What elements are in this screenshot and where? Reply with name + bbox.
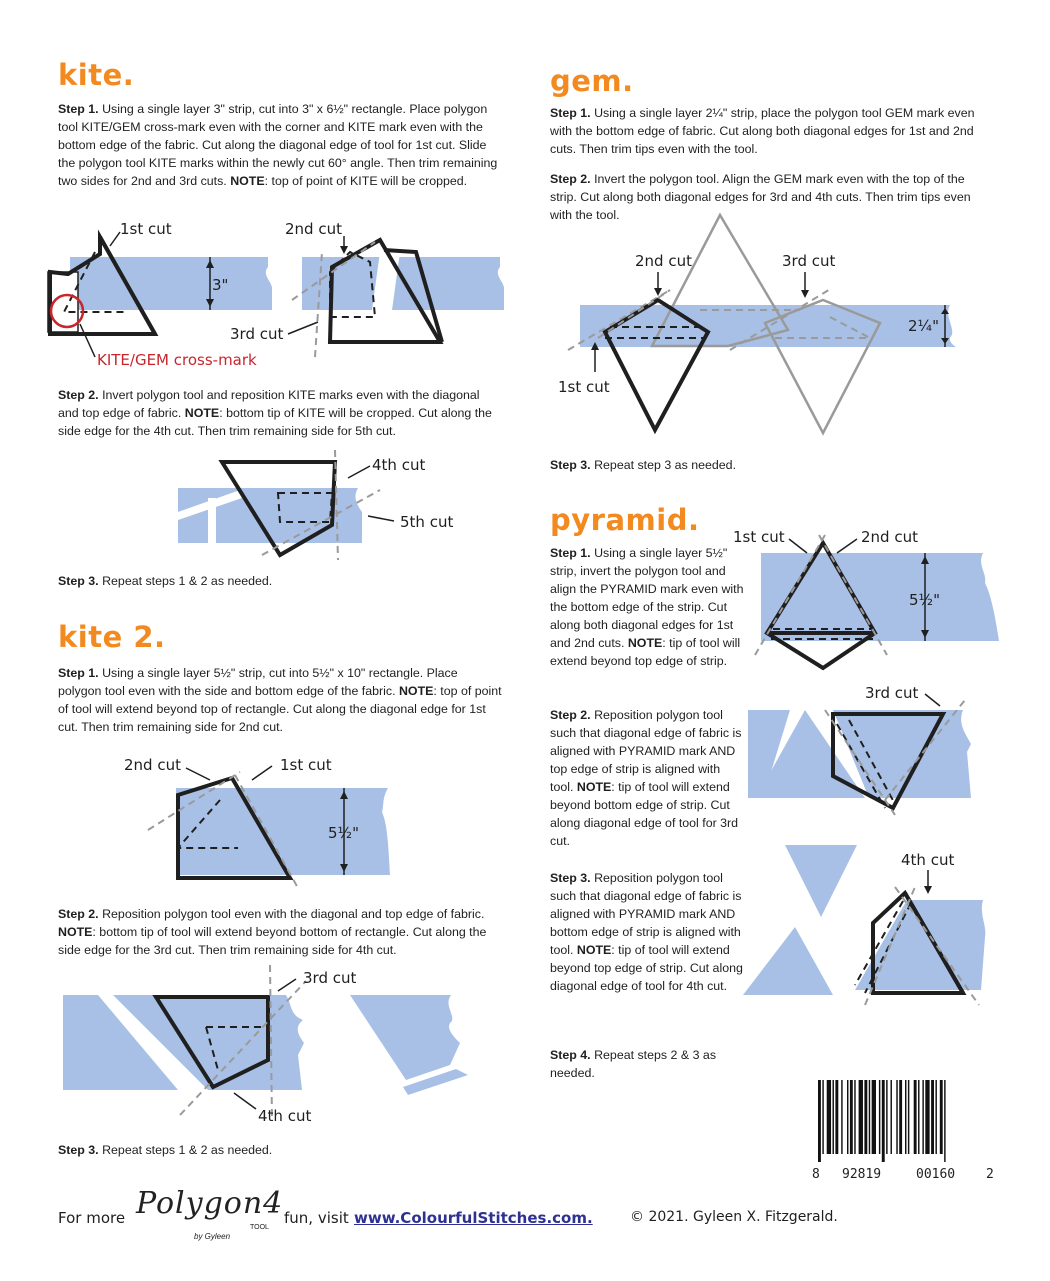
barcode-bar <box>869 1080 870 1154</box>
barcode-bar <box>914 1080 917 1154</box>
barcode-digit-check: 2 <box>986 1167 994 1182</box>
barcode-bar <box>835 1080 838 1154</box>
kite-fabric-strip <box>70 257 272 310</box>
footer-website-link[interactable]: www.ColourfulStitches.com. <box>354 1209 593 1227</box>
barcode-bar <box>879 1080 880 1154</box>
kite2-step2: Step 2. Reposition polygon tool even with the diagonal and top edge of fabric. NOTE: bottom tip of tool will extend beyond bottom of rectangle. Cut along the side edge for the 3rd cut. Then trim remaining side for 4th cut. <box>58 907 487 957</box>
barcode-bar <box>908 1080 909 1154</box>
barcode-bar <box>822 1080 823 1154</box>
kite2-label-2nd-cut: 2nd cut <box>124 756 181 774</box>
kite2-label-4th-cut: 4th cut <box>258 1107 312 1125</box>
kite-step1: Step 1. Using a single layer 3" strip, cut into 3" x 6½" rectangle. Place polygon tool KITE/GEM cross-mark even with the corner and KITE mark even with the bottom edge of the fabric. Cut along the diagonal edge of tool for 1st cut. Slide the polygon tool KITE marks within the newly cut 60° angle. Then trim remaining two sides for 2nd and 3rd cuts. NOTE: top of point of KITE will be cropped. <box>58 102 498 188</box>
barcode-bar <box>935 1080 936 1154</box>
pyramid-label-2nd-cut: 2nd cut <box>861 528 918 546</box>
pyramid-label-4th-cut: 4th cut <box>901 851 955 869</box>
kite2-step1-diagram <box>120 750 410 890</box>
barcode-bar <box>841 1080 842 1154</box>
kite2-step2-diagram <box>58 965 498 1130</box>
kite2-dim-5-5in: 5½" <box>328 824 359 842</box>
pyramid-step1: Step 1. Using a single layer 5½" strip, invert the polygon tool and align the PYRAMID mark even with the bottom edge of the strip. Cut along both diagonal edges for 1st and 2nd cuts. NOTE: tip of tool will extend beyond top edge of strip. <box>550 546 744 668</box>
barcode-bar <box>922 1080 923 1154</box>
barcode-bar <box>896 1080 897 1154</box>
kite2-label-3rd-cut: 3rd cut <box>303 969 357 987</box>
barcode-bar <box>940 1080 943 1154</box>
footer-for-more: For more <box>58 1209 126 1227</box>
barcode-digits-right: 00160 <box>916 1167 956 1182</box>
gem-label-3rd-cut: 3rd cut <box>782 252 836 270</box>
barcode-bar <box>818 1080 821 1162</box>
logo-tool: TOOL <box>250 1224 269 1231</box>
gem-step2: Step 2. Invert the polygon tool. Align the GEM mark even with the top of the strip. Cut along both diagonal edges for 3rd and 4th cuts. Then trim tips even with the tool. <box>550 172 971 222</box>
polygon4-logo <box>136 1186 284 1248</box>
barcode-bar <box>925 1080 929 1154</box>
barcode-bar <box>854 1080 855 1154</box>
gem-label-2nd-cut: 2nd cut <box>635 252 692 270</box>
barcode-bar <box>944 1080 945 1162</box>
barcode-digit-prefix: 8 <box>812 1167 820 1182</box>
pyramid-step3-diagram <box>725 845 1015 1010</box>
kite-label-3rd-cut: 3rd cut <box>230 325 284 343</box>
barcode-bar <box>827 1080 831 1154</box>
kite2-step1: Step 1. Using a single layer 5½" strip, cut into 5½" x 10" rectangle. Place polygon tool even with the side and bottom edge of the fabric. NOTE: top of point of tool will extend beyond top of rectangle. Cut along the diagonal edge for 1st cut. Then trim remaining side for 2nd cut. <box>58 666 502 734</box>
footer-fun-visit: fun, visit <box>284 1209 349 1227</box>
kite-step3: Step 3. Repeat steps 1 & 2 as needed. <box>58 574 273 588</box>
logo-text: Polygon4 <box>136 1186 284 1221</box>
barcode-bar <box>859 1080 863 1154</box>
kite2-step3: Step 3. Repeat steps 1 & 2 as needed. <box>58 1143 273 1157</box>
gem-dim-2-25in: 2¼" <box>908 317 939 335</box>
kite2-label-1st-cut: 1st cut <box>280 756 332 774</box>
kite2-heading: kite 2. <box>58 620 166 654</box>
pyramid-dim-5-5in: 5½" <box>909 591 940 609</box>
pyramid-step2: Step 2. Reposition polygon tool such that diagonal edge of fabric is aligned with PYRAMID mark AND top edge of strip is aligned with tool. NOTE: tip of tool will extend beyond bottom edge of strip. Cut along diagonal edge of tool for 3rd cut. <box>550 708 742 848</box>
barcode-bar <box>872 1080 876 1154</box>
gem-diagram <box>550 210 990 440</box>
kite-label-4th-cut: 4th cut <box>372 456 426 474</box>
gem-step1: Step 1. Using a single layer 2¼" strip, place the polygon tool GEM mark even with the bottom edge of fabric. Cut along both diagonal edges for 1st and 2nd cuts. Then trim tips even with the tool. <box>550 106 975 156</box>
barcode-bars <box>812 1080 997 1162</box>
barcode-bar <box>847 1080 848 1154</box>
kite-label-2nd-cut: 2nd cut <box>285 220 342 238</box>
logo-by: by Gyleen <box>194 1232 231 1241</box>
kite-heading: kite. <box>58 58 135 92</box>
pyramid-step2-diagram <box>745 680 1015 820</box>
pyramid-heading: pyramid. <box>550 503 700 537</box>
kite-step2-diagram <box>170 450 490 560</box>
gem-step3: Step 3. Repeat step 3 as needed. <box>550 458 737 472</box>
pyramid-step3: Step 3. Reposition polygon tool such that diagonal edge of fabric is aligned with PYRAMID mark AND bottom edge of strip is aligned with tool. NOTE: tip of tool will extend beyond top edge of strip. Cut along diagonal edge of tool for 4th cut. <box>550 871 743 993</box>
barcode-bar <box>833 1080 834 1154</box>
gem-label-1st-cut: 1st cut <box>558 378 610 396</box>
kite-label-5th-cut: 5th cut <box>400 513 454 531</box>
barcode-bar <box>864 1080 867 1154</box>
barcode-bar <box>850 1080 853 1154</box>
kite-label-1st-cut: 1st cut <box>120 220 172 238</box>
footer-copyright: © 2021. Gyleen X. Fitzgerald. <box>630 1209 838 1225</box>
kite-step2: Step 2. Invert polygon tool and reposition KITE marks even with the diagonal and top edge of fabric. NOTE: bottom tip of KITE will be cropped. Cut along the side edge for the 4th cut. Then trim remaining side for 5th cut. <box>58 388 492 438</box>
barcode <box>812 1080 997 1180</box>
pyramid-label-3rd-cut: 3rd cut <box>865 684 919 702</box>
barcode-bar <box>918 1080 919 1154</box>
barcode-bar <box>882 1080 885 1162</box>
kite-dim-3in: 3" <box>212 276 229 294</box>
kite-step1-diagram <box>40 212 510 377</box>
pyramid-step4: Step 4. Repeat steps 2 & 3 as needed. <box>550 1048 717 1080</box>
pyramid-step1-diagram <box>725 525 1015 675</box>
kite-crossmark-label: KITE/GEM cross-mark <box>97 351 257 369</box>
barcode-digits-left: 92819 <box>842 1167 882 1182</box>
barcode-bar <box>899 1080 902 1154</box>
gem-heading: gem. <box>550 64 634 98</box>
pyramid-label-1st-cut: 1st cut <box>733 528 785 546</box>
barcode-bar <box>905 1080 906 1154</box>
barcode-bar <box>886 1080 887 1154</box>
barcode-bar <box>891 1080 892 1154</box>
barcode-bar <box>931 1080 934 1154</box>
